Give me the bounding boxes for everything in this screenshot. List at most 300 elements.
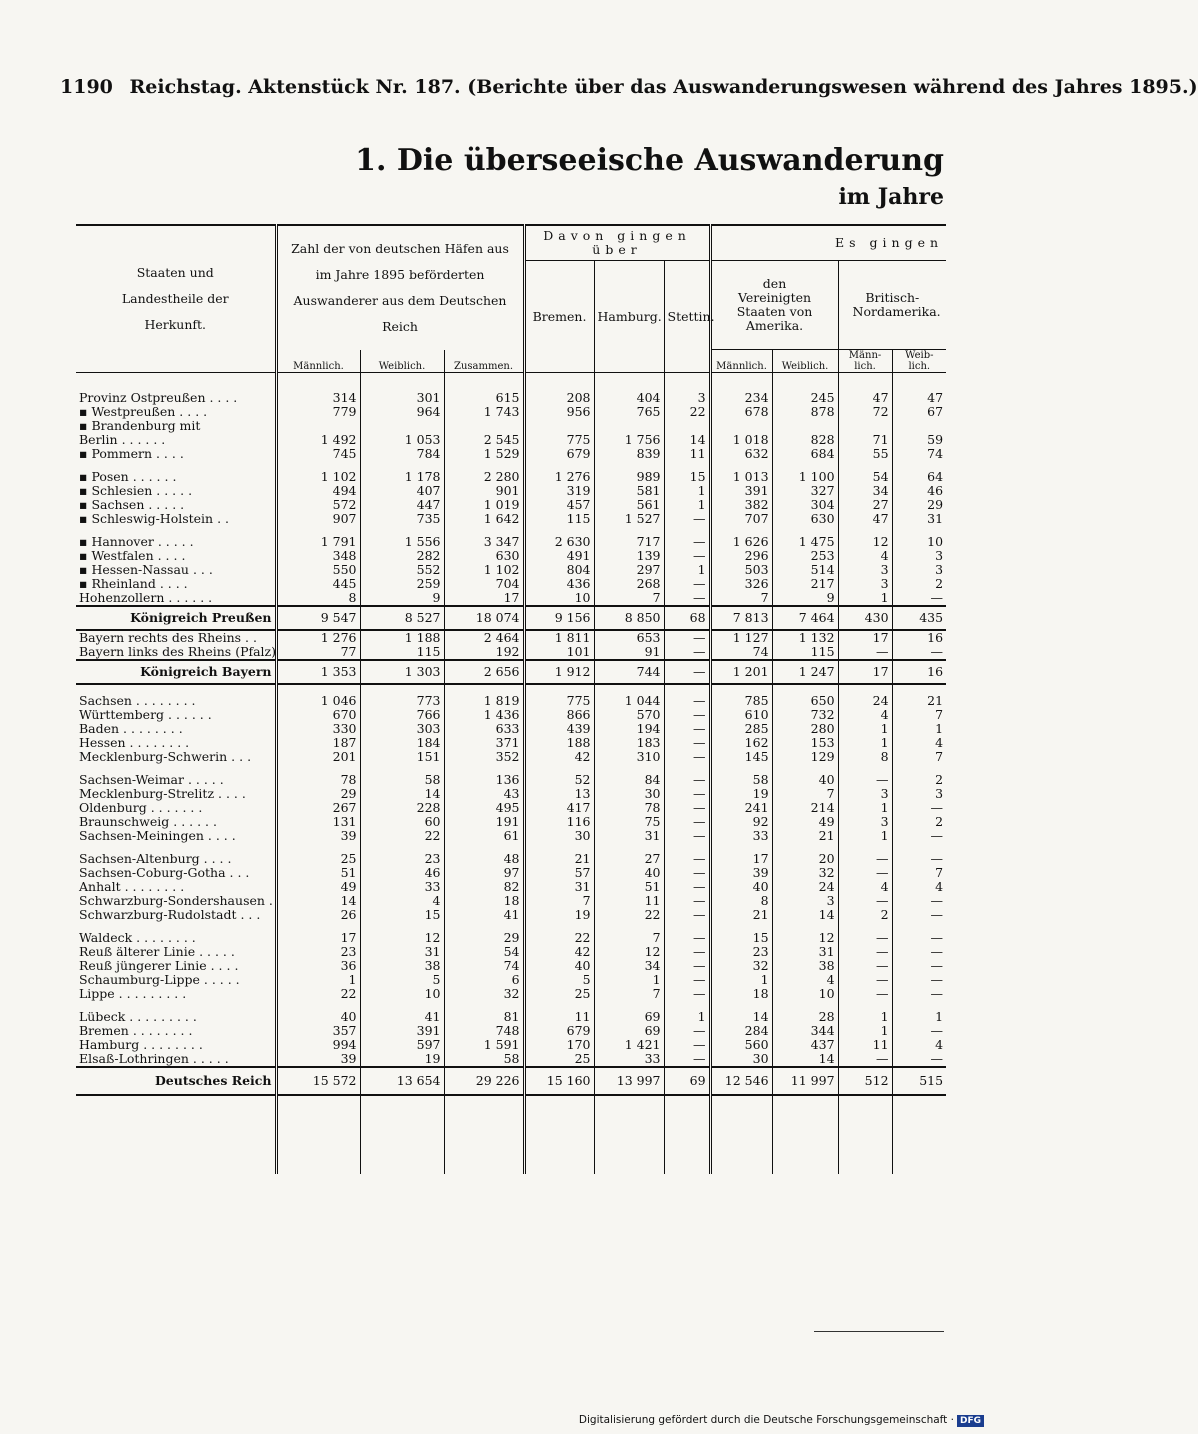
cell-value: 327	[772, 484, 838, 498]
cell-value: 1 556	[360, 535, 444, 549]
row-label: Hohenzollern . . . . . .	[79, 590, 213, 605]
cell-value: —	[664, 1038, 710, 1052]
cell-value: 11	[524, 1010, 594, 1024]
cell-value: 40	[524, 959, 594, 973]
cell-value: —	[892, 645, 946, 660]
table-row	[76, 630, 946, 645]
cell-value: 16	[892, 630, 946, 645]
cell-value: —	[838, 866, 892, 880]
cell-value: 41	[444, 908, 524, 922]
cell-value: 1 436	[444, 708, 524, 722]
table-row	[76, 801, 946, 815]
cell-value: 1 743	[444, 405, 524, 419]
spacer-row	[76, 373, 946, 392]
row-label: ▪ Brandenburg mit	[79, 418, 201, 433]
cell-value: 1 102	[276, 470, 360, 484]
cell-value: 1 626	[710, 535, 772, 549]
cell-value: 49	[772, 815, 838, 829]
cell-value: 183	[594, 736, 664, 750]
cell-value: 188	[524, 736, 594, 750]
cell-value: —	[664, 645, 710, 660]
cell-value: 32	[710, 959, 772, 973]
cell-value: —	[664, 1052, 710, 1067]
cell-value: —	[892, 829, 946, 843]
cell-value: —	[664, 801, 710, 815]
cell-value: 1	[594, 973, 664, 987]
cell-value: 34	[594, 959, 664, 973]
cell-value: —	[664, 959, 710, 973]
cell-value: —	[838, 1052, 892, 1067]
cell-value: 217	[772, 577, 838, 591]
cell-value: 52	[524, 773, 594, 787]
cell-value: 7	[892, 866, 946, 880]
cell-value: 445	[276, 577, 360, 591]
cell-value: 30	[594, 787, 664, 801]
table-row	[76, 722, 946, 736]
cell-value: 344	[772, 1024, 838, 1038]
cell-value: 735	[360, 512, 444, 526]
cell-value: 15 572	[276, 1067, 360, 1095]
cell-value: 1	[664, 484, 710, 498]
cell-value: 9	[772, 591, 838, 606]
cell-value: 38	[360, 959, 444, 973]
table-row	[76, 931, 946, 945]
cell-value: 32	[772, 866, 838, 880]
cell-value: 3	[664, 391, 710, 405]
dfg-logo: DFG	[957, 1415, 984, 1427]
cell-value: 436	[524, 577, 594, 591]
cell-value: 54	[444, 945, 524, 959]
table-row	[76, 815, 946, 829]
cell-value: —	[892, 931, 946, 945]
cell-value: —	[838, 931, 892, 945]
cell-value: —	[892, 591, 946, 606]
cell-value: 1 303	[360, 660, 444, 684]
cell-value: 36	[276, 959, 360, 973]
cell-value: 775	[524, 433, 594, 447]
cell-value: 18	[444, 894, 524, 908]
cell-value: 1	[838, 1024, 892, 1038]
cell-value: 352	[444, 750, 524, 764]
row-label: Sachsen-Coburg-Gotha . . .	[79, 865, 250, 880]
cell-value: 285	[710, 722, 772, 736]
cell-value: 81	[444, 1010, 524, 1024]
cell-value: 40	[594, 866, 664, 880]
cell-value: 184	[360, 736, 444, 750]
cell-value: 382	[710, 498, 772, 512]
cell-value: 33	[710, 829, 772, 843]
cell-value: 22	[276, 987, 360, 1001]
cell-value: 1 276	[276, 630, 360, 645]
row-label: Schaumburg-Lippe . . . . .	[79, 972, 240, 987]
cell-value: 4	[892, 880, 946, 894]
cell-value: —	[664, 852, 710, 866]
cell-value: 5	[524, 973, 594, 987]
cell-value: 17	[444, 591, 524, 606]
cell-value: 552	[360, 563, 444, 577]
cell-value: 11 997	[772, 1067, 838, 1095]
cell-value: 1 127	[710, 630, 772, 645]
cell-value: 630	[444, 549, 524, 563]
cell-value: 1 019	[444, 498, 524, 512]
cell-value: 748	[444, 1024, 524, 1038]
cell-value: 33	[360, 880, 444, 894]
cell-value: 13 997	[594, 1067, 664, 1095]
cell-value: 19	[524, 908, 594, 922]
cell-value: 561	[594, 498, 664, 512]
cell-value: 46	[892, 484, 946, 498]
row-label: ▪ Schlesien . . . . .	[79, 483, 193, 498]
cell-value: —	[664, 750, 710, 764]
cell-value: 2	[892, 815, 946, 829]
went-group-header: Es gingen	[710, 225, 946, 261]
cell-value	[772, 419, 838, 433]
cell-value: 42	[524, 945, 594, 959]
cell-value: 31	[892, 512, 946, 526]
cell-value: 9 547	[276, 606, 360, 630]
cell-value: 228	[360, 801, 444, 815]
row-label: Hessen . . . . . . . .	[79, 735, 190, 750]
table-row	[76, 1010, 946, 1024]
cell-value: 46	[360, 866, 444, 880]
cell-value: 632	[710, 447, 772, 461]
cell-value: 14	[276, 894, 360, 908]
cell-value: 1 053	[360, 433, 444, 447]
table-row	[76, 645, 946, 660]
cell-value: —	[664, 577, 710, 591]
cell-value: 25	[524, 1052, 594, 1067]
cell-value: 304	[772, 498, 838, 512]
running-header	[60, 76, 1198, 98]
cell-value: 12 546	[710, 1067, 772, 1095]
cell-value: 47	[892, 391, 946, 405]
cell-value: 18 074	[444, 606, 524, 630]
cell-value: 7	[892, 708, 946, 722]
cell-value: 4	[772, 973, 838, 987]
cell-value: 597	[360, 1038, 444, 1052]
cell-value: 39	[276, 829, 360, 843]
cell-value: 679	[524, 447, 594, 461]
cell-value: —	[664, 787, 710, 801]
row-label: Schwarzburg-Sondershausen .	[79, 893, 273, 908]
cell-value: 10	[524, 591, 594, 606]
cell-value: —	[892, 987, 946, 1001]
cell-value: 4	[892, 1038, 946, 1052]
row-label: ▪ Westpreußen . . . .	[79, 404, 208, 419]
cell-value: 15 160	[524, 1067, 594, 1095]
cell-value: 19	[360, 1052, 444, 1067]
cell-value: 15	[710, 931, 772, 945]
row-label: ▪ Sachsen . . . . .	[79, 497, 185, 512]
cell-value: 878	[772, 405, 838, 419]
cell-value: 29	[276, 787, 360, 801]
cell-value: 40	[276, 1010, 360, 1024]
total-row	[76, 1067, 946, 1095]
cell-value: 58	[710, 773, 772, 787]
cell-value: —	[664, 866, 710, 880]
table-row	[76, 852, 946, 866]
cell-value: 2 630	[524, 535, 594, 549]
cell-value: 22	[664, 405, 710, 419]
row-label: Bayern rechts des Rheins . .	[79, 630, 257, 645]
row-label: Reuß jüngerer Linie . . . .	[79, 958, 239, 973]
cell-value: 72	[838, 405, 892, 419]
cell-value: 7	[594, 591, 664, 606]
table-row	[76, 694, 946, 708]
cell-value: 24	[838, 694, 892, 708]
cell-value: 75	[594, 815, 664, 829]
cell-value: 129	[772, 750, 838, 764]
cell-value: 866	[524, 708, 594, 722]
table-body	[76, 373, 946, 1175]
spacer-row	[76, 1095, 946, 1174]
row-label: ▪ Hannover . . . . .	[79, 534, 194, 549]
cell-value: 20	[772, 852, 838, 866]
cell-value: 495	[444, 801, 524, 815]
cell-value: 47	[838, 391, 892, 405]
cell-value: 78	[276, 773, 360, 787]
cell-value: 314	[276, 391, 360, 405]
cell-value: 17	[838, 630, 892, 645]
cell-value: 775	[524, 694, 594, 708]
row-label: Sachsen-Meiningen . . . .	[79, 828, 236, 843]
cell-value: 3	[838, 577, 892, 591]
cell-value: —	[664, 908, 710, 922]
cell-value: 32	[444, 987, 524, 1001]
cell-value: 51	[276, 866, 360, 880]
cell-value: 69	[594, 1024, 664, 1038]
cell-value: —	[664, 815, 710, 829]
cell-value: —	[664, 1024, 710, 1038]
cell-value: 610	[710, 708, 772, 722]
cell-value: 310	[594, 750, 664, 764]
usa-male-header: Männlich.	[710, 350, 772, 373]
cell-value: 17	[838, 660, 892, 684]
cell-value: 1 912	[524, 660, 594, 684]
cell-value: 54	[838, 470, 892, 484]
cell-value: —	[664, 722, 710, 736]
cell-value: 1	[838, 722, 892, 736]
cell-value: 49	[276, 880, 360, 894]
cell-value: 326	[710, 577, 772, 591]
female-header: Weiblich.	[360, 350, 444, 373]
cell-value: 839	[594, 447, 664, 461]
cell-value: 280	[772, 722, 838, 736]
cell-value: 2	[838, 908, 892, 922]
cell-value: 208	[524, 391, 594, 405]
cell-value: 7	[710, 591, 772, 606]
cell-value: 1 276	[524, 470, 594, 484]
cell-value: 717	[594, 535, 664, 549]
cell-value: 1 421	[594, 1038, 664, 1052]
cell-value: 60	[360, 815, 444, 829]
cell-value: 139	[594, 549, 664, 563]
bremen-header: Bremen.	[524, 261, 594, 373]
cell-value: 2	[892, 577, 946, 591]
table-row	[76, 908, 946, 922]
row-label: Sachsen-Weimar . . . . .	[79, 772, 224, 787]
row-label: Königreich Bayern	[140, 664, 272, 679]
cell-value: 435	[892, 606, 946, 630]
cell-value: 707	[710, 512, 772, 526]
cell-value: —	[892, 908, 946, 922]
cell-value: 570	[594, 708, 664, 722]
total-group-header: Zahl der von deutschen Häfen aus im Jahre 1895 beförderten Auswanderer aus dem Deutschen Reich	[276, 225, 524, 350]
cell-value: 766	[360, 708, 444, 722]
cell-value: 1	[664, 563, 710, 577]
cell-value: 29 226	[444, 1067, 524, 1095]
row-label: Elsaß-Lothringen . . . . .	[79, 1051, 229, 1066]
table-row	[76, 405, 946, 419]
cell-value: 3	[838, 563, 892, 577]
table-row	[76, 866, 946, 880]
cell-value	[664, 419, 710, 433]
cell-value: 515	[892, 1067, 946, 1095]
cell-value: 42	[524, 750, 594, 764]
row-label: ▪ Rheinland . . . .	[79, 576, 188, 591]
cell-value: —	[664, 708, 710, 722]
cell-value	[524, 419, 594, 433]
cell-value: 1 132	[772, 630, 838, 645]
cell-value: 1 247	[772, 660, 838, 684]
table-row	[76, 973, 946, 987]
table-row	[76, 563, 946, 577]
cell-value: 330	[276, 722, 360, 736]
together-header: Zusammen.	[444, 350, 524, 373]
cell-value: 31	[594, 829, 664, 843]
table-row	[76, 512, 946, 526]
cell-value: 3	[892, 787, 946, 801]
cell-value: —	[664, 829, 710, 843]
cell-value: —	[664, 945, 710, 959]
cell-value: 145	[710, 750, 772, 764]
cell-value: 68	[664, 606, 710, 630]
cell-value: 1 201	[710, 660, 772, 684]
cell-value: 301	[360, 391, 444, 405]
cell-value: —	[664, 973, 710, 987]
cell-value: 1	[838, 591, 892, 606]
cell-value: 17	[276, 931, 360, 945]
cell-value: 581	[594, 484, 664, 498]
cell-value: 77	[276, 645, 360, 660]
cell-value: 115	[772, 645, 838, 660]
cell-value: 956	[524, 405, 594, 419]
cell-value: 964	[360, 405, 444, 419]
bna-female-header: Weib-lich.	[892, 350, 946, 373]
cell-value: 8	[710, 894, 772, 908]
cell-value: 3	[772, 894, 838, 908]
cell-value: 61	[444, 829, 524, 843]
total-row	[76, 660, 946, 684]
cell-value: 3 347	[444, 535, 524, 549]
cell-value: 745	[276, 447, 360, 461]
cell-value: 39	[276, 1052, 360, 1067]
cell-value: 69	[664, 1067, 710, 1095]
cell-value: 1	[710, 973, 772, 987]
table-row	[76, 880, 946, 894]
table-row	[76, 1052, 946, 1067]
table-row	[76, 736, 946, 750]
cell-value: 74	[444, 959, 524, 973]
table-row	[76, 787, 946, 801]
cell-value: 153	[772, 736, 838, 750]
cell-value: 194	[594, 722, 664, 736]
cell-value: 6	[444, 973, 524, 987]
cell-value: 7	[524, 894, 594, 908]
cell-value: —	[664, 535, 710, 549]
cell-value: 22	[360, 829, 444, 843]
cell-value: 10	[892, 535, 946, 549]
cell-value: 41	[360, 1010, 444, 1024]
cell-value: 303	[360, 722, 444, 736]
cell-value: 371	[444, 736, 524, 750]
cell-value: 191	[444, 815, 524, 829]
row-label: Hamburg . . . . . . . .	[79, 1037, 203, 1052]
cell-value: 494	[276, 484, 360, 498]
row-label: ▪ Posen . . . . . .	[79, 469, 177, 484]
via-group-header: Davon gingen über	[524, 225, 710, 261]
cell-value: 989	[594, 470, 664, 484]
cell-value	[276, 419, 360, 433]
cell-value: 47	[838, 512, 892, 526]
cell-value: 22	[594, 908, 664, 922]
cell-value: —	[664, 512, 710, 526]
cell-value: 503	[710, 563, 772, 577]
row-label: Sachsen-Altenburg . . . .	[79, 851, 232, 866]
cell-value: 437	[772, 1038, 838, 1052]
cell-value: 28	[772, 1010, 838, 1024]
row-label: Oldenburg . . . . . . .	[79, 800, 203, 815]
cell-value: 241	[710, 801, 772, 815]
stettin-header: Stettin.	[664, 261, 710, 373]
cell-value: 7 464	[772, 606, 838, 630]
cell-value: 1 756	[594, 433, 664, 447]
table-row	[76, 419, 946, 433]
cell-value: 633	[444, 722, 524, 736]
table-row	[76, 1038, 946, 1052]
cell-value	[594, 419, 664, 433]
row-label: Reuß älterer Linie . . . . .	[79, 944, 235, 959]
hamburg-header: Hamburg.	[594, 261, 664, 373]
cell-value: 116	[524, 815, 594, 829]
cell-value: 765	[594, 405, 664, 419]
cell-value: —	[838, 987, 892, 1001]
cell-value: 9	[360, 591, 444, 606]
cell-value: 25	[524, 987, 594, 1001]
cell-value: 29	[892, 498, 946, 512]
row-label: Mecklenburg-Schwerin . . .	[79, 749, 252, 764]
cell-value: 4	[838, 708, 892, 722]
footer-text: Digitalisierung gefördert durch die Deutsche Forschungsgemeinschaft ·	[578, 1414, 954, 1426]
cell-value: 22	[524, 931, 594, 945]
cell-value: 457	[524, 498, 594, 512]
cell-value: 69	[594, 1010, 664, 1024]
cell-value: 4	[838, 880, 892, 894]
cell-value: 19	[710, 787, 772, 801]
footer	[579, 1414, 984, 1427]
cell-value: 4	[360, 894, 444, 908]
cell-value: 1	[838, 1010, 892, 1024]
table-row	[76, 945, 946, 959]
cell-value: 26	[276, 908, 360, 922]
cell-value: 15	[360, 908, 444, 922]
row-label: Bayern links des Rheins (Pfalz)	[79, 644, 277, 659]
cell-value: 1	[276, 973, 360, 987]
row-label: Anhalt . . . . . . . .	[79, 879, 185, 894]
table-row	[76, 470, 946, 484]
cell-value: 136	[444, 773, 524, 787]
cell-value: 214	[772, 801, 838, 815]
